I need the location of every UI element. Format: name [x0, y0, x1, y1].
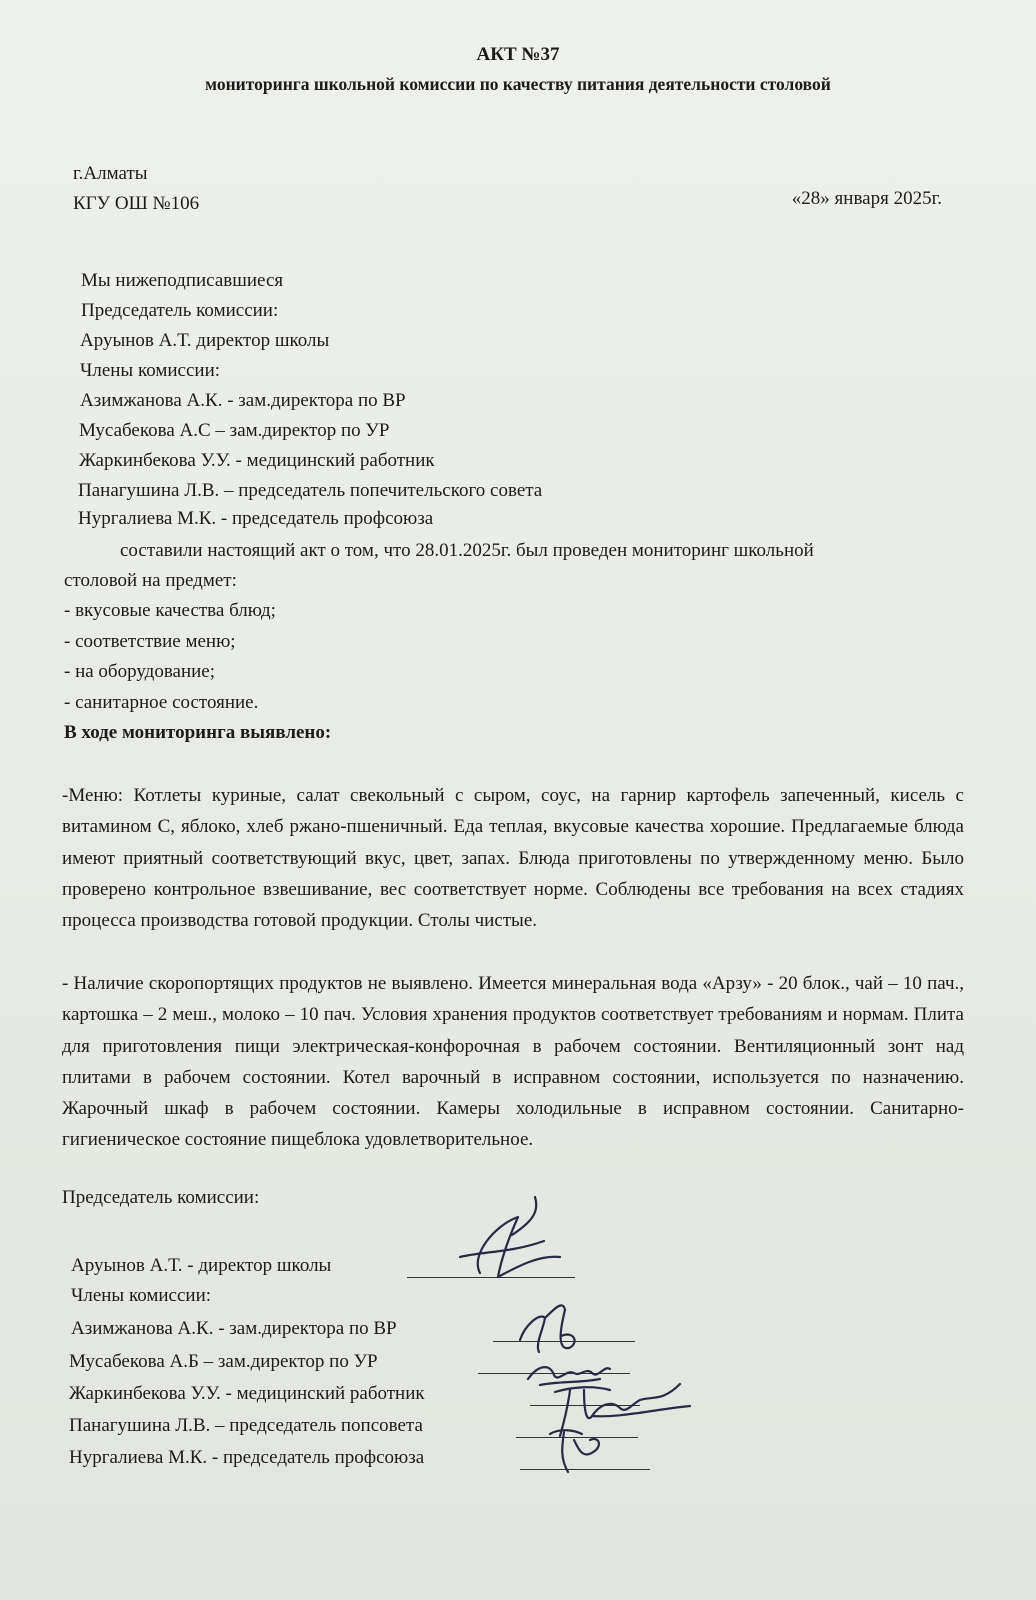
check-item: - санитарное состояние.: [64, 692, 259, 713]
findings-menu: -Меню: Котлеты куриные, салат свекольный с сыром, соус, на гарнир картофель запеченный, кисель с витамином С, яблоко, хлеб ржано-пшеничный. Еда теплая, вкусовые качества хорошие. Предлагаемые блюда имеют приятный соответствующий вкус, цвет, запах. Блюда приготовлены по утвержденному меню. Было проверено контрольное взвешивание, вес соответствует норме. Соблюдены все требования на всех стадиях процесса производства готовой продукции. Столы чистые.: [62, 785, 964, 932]
sign-member: Нургалиева М.К. - председатель профсоюза: [69, 1447, 425, 1468]
sign-member: Азимжанова А.К. - зам.директора по ВР: [71, 1318, 397, 1339]
check-item: - соответствие меню;: [64, 631, 236, 652]
statement-line: столовой на предмет:: [64, 570, 237, 591]
sign-member: Мусабекова А.Б – зам.директор по УР: [69, 1351, 378, 1372]
act-date: «28» января 2025г.: [791, 188, 942, 209]
sign-members-label: Члены комиссии:: [71, 1285, 212, 1306]
members-label: Члены комиссии:: [80, 360, 221, 381]
statement-line: составили настоящий акт о том, что 28.01.2025г. был проведен мониторинг школьной: [120, 540, 814, 561]
handwritten-signature: [440, 1195, 580, 1295]
check-item: - вкусовые качества блюд;: [64, 600, 276, 621]
organization: КГУ ОШ №106: [73, 193, 200, 214]
handwritten-signature: [540, 1420, 610, 1480]
member-line: Мусабекова А.С – зам.директор по УР: [79, 420, 390, 441]
sign-chair-label: Председатель комиссии:: [62, 1187, 260, 1208]
findings-storage: - Наличие скоропортящих продуктов не выявлено. Имеется минеральная вода «Арзу» - 20 блок., чай – 10 пач., картошка – 2 меш., молоко – 10 пач. Условия хранения продуктов соответствует требованиям и нормам. Плита для приготовления пищи электрическая-конфорочная в рабочем состоянии. Вентиляционный зонт над плитами в рабочем состоянии. Котел варочный в исправном состоянии, используется по назначению. Жарочный шкаф в рабочем состоянии. Камеры холодильные в исправном состоянии. Санитарно-гигиеническое состояние пищеблока удовлетворительное.: [62, 973, 964, 1151]
intro-line: Мы нижеподписавшиеся: [81, 270, 284, 291]
member-line: Азимжанова А.К. - зам.директора по ВР: [80, 390, 406, 411]
member-line: Панагушина Л.В. – председатель попечительского совета: [78, 480, 543, 501]
city: г.Алматы: [73, 163, 148, 184]
sign-member: Панагушина Л.В. – председатель попсовета: [69, 1415, 423, 1436]
member-line: Жаркинбекова У.У. - медицинский работник: [79, 450, 435, 471]
chair-label: Председатель комиссии:: [81, 300, 279, 321]
sign-chair: Аруынов А.Т. - директор школы: [71, 1255, 332, 1276]
findings-heading: В ходе мониторинга выявлено:: [64, 722, 332, 743]
chair-name: Аруынов А.Т. директор школы: [80, 330, 330, 351]
act-title: АКТ №37: [476, 44, 560, 65]
act-subtitle: мониторинга школьной комиссии по качеству питания деятельности столовой: [205, 74, 831, 94]
member-line: Нургалиева М.К. - председатель профсоюза: [78, 508, 434, 529]
sign-member: Жаркинбекова У.У. - медицинский работник: [69, 1383, 425, 1404]
check-item: - на оборудование;: [64, 661, 216, 682]
